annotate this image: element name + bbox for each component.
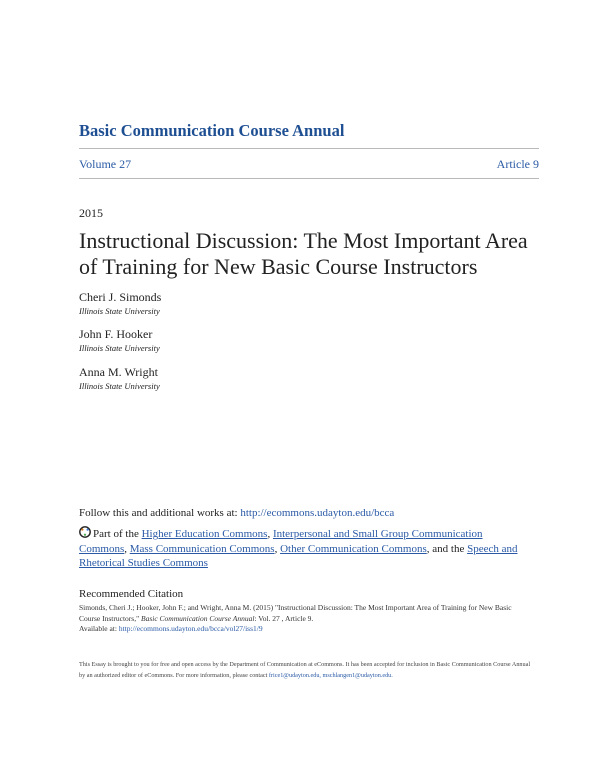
paper-title: Instructional Discussion: The Most Important Area of Training for New Basic Course Instructors bbox=[79, 228, 528, 279]
header-divider-bottom bbox=[79, 178, 539, 179]
citation-part1: Simonds, Cheri J.; Hooker, John F.; and Wright, Anna M. (2015) "Instructional Discussion: The Most Important Area of Training for New Basic Course Instructors," bbox=[79, 603, 512, 623]
publication-year: 2015 bbox=[79, 206, 103, 220]
contact-email-link[interactable]: frice1@udayton.edu, bbox=[268, 671, 321, 679]
citation-part2: : Vol. 27 , Article 9. bbox=[254, 613, 314, 623]
comma: , bbox=[124, 542, 127, 555]
and-the-text: , and the bbox=[426, 542, 465, 555]
speech-rhetorical-commons-link[interactable]: Speech and Rhetorical Studies Commons bbox=[79, 542, 518, 569]
available-label: Available at: bbox=[79, 624, 117, 633]
author-name: Cheri J. Simonds bbox=[79, 290, 162, 304]
citation-text bbox=[79, 603, 534, 635]
open-access-icon bbox=[79, 526, 91, 538]
volume-link[interactable]: Volume 27 bbox=[79, 157, 132, 171]
header-divider bbox=[79, 148, 539, 149]
author-name: John F. Hooker bbox=[79, 327, 153, 341]
comma: , bbox=[274, 542, 278, 555]
mass-communication-commons-link[interactable]: Mass Communication Commons bbox=[129, 542, 275, 555]
access-notice bbox=[79, 660, 534, 681]
notice-text: This Essay is brought to you for free and open access by the Department of Communication at eCommons. It has been accepted for inclusion in Basic Communication Course Annual by an authorized editor of eCommons. For more information, please contact bbox=[79, 661, 531, 679]
part-of-commons bbox=[79, 526, 519, 571]
article-link[interactable]: Article 9 bbox=[496, 157, 539, 171]
follow-line bbox=[79, 507, 394, 519]
interpersonal-commons-link[interactable]: Interpersonal and Small Group Communication Commons bbox=[79, 528, 483, 555]
author-affiliation: Illinois State University bbox=[79, 306, 160, 316]
author-name: Anna M. Wright bbox=[79, 365, 158, 379]
other-communication-commons-link[interactable]: Other Communication Commons bbox=[280, 542, 427, 555]
author-affiliation: Illinois State University bbox=[79, 343, 160, 353]
higher-education-commons-link[interactable]: Higher Education Commons bbox=[141, 528, 268, 540]
author-affiliation: Illinois State University bbox=[79, 381, 160, 391]
citation-journal: Basic Communication Course Annual bbox=[141, 613, 255, 623]
citation-link[interactable]: http://ecommons.udayton.edu/bcca/vol27/iss1/9 bbox=[118, 624, 263, 633]
comma: , bbox=[267, 528, 271, 540]
contact-email-link[interactable]: mschlangen1@udayton.edu. bbox=[322, 671, 393, 679]
journal-title[interactable]: Basic Communication Course Annual bbox=[79, 121, 345, 140]
follow-text: Follow this and additional works at: bbox=[79, 507, 238, 519]
part-of-prefix: Part of the bbox=[93, 528, 139, 540]
recommended-citation-heading: Recommended Citation bbox=[79, 588, 184, 600]
bcca-link[interactable]: http://ecommons.udayton.edu/bcca bbox=[240, 507, 395, 519]
